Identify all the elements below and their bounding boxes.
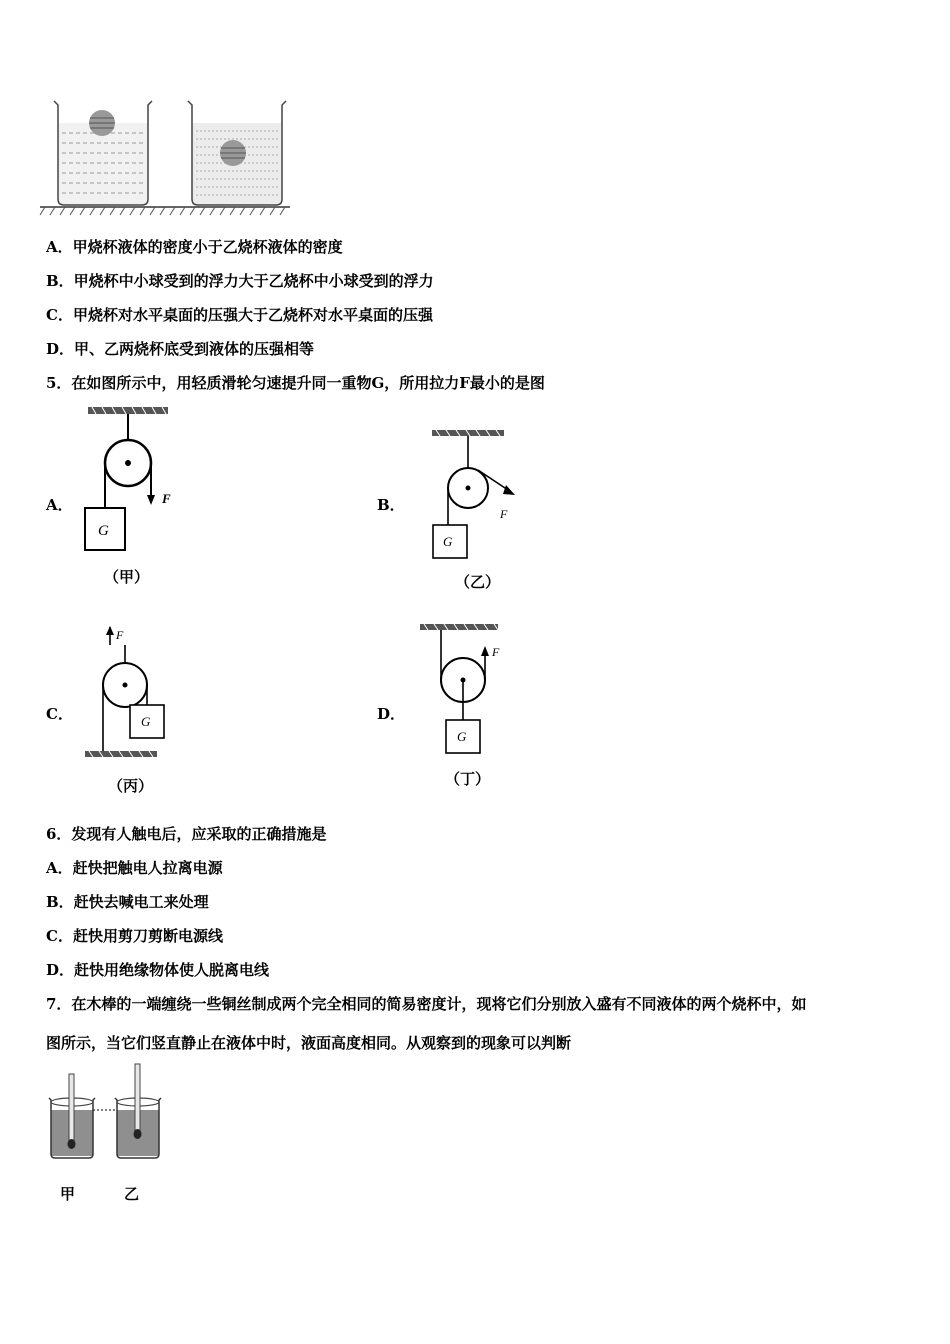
caption-ding: （丁）	[445, 770, 491, 788]
q6-option-b: B．赶快去喊电工来处理	[46, 893, 209, 911]
caption-jia: （甲）	[104, 568, 150, 586]
densimeter-beaker-jia	[49, 1074, 95, 1158]
force-f-label: F	[500, 507, 508, 521]
weight-g-label: G	[457, 729, 467, 744]
pulley-bing-figure	[80, 625, 180, 765]
pulley-jia-figure	[80, 405, 180, 565]
pulley-ding-figure	[418, 620, 528, 765]
q4-option-d: D．甲、乙两烧杯底受到液体的压强相等	[46, 340, 315, 358]
q5-stem: 5．在如图所示中，用轻质滑轮匀速提升同一重物G，所用拉力F最小的是图	[46, 374, 545, 392]
beakers-figure	[40, 95, 300, 220]
q6-option-a: A．赶快把触电人拉离电源	[46, 859, 223, 877]
densimeter-label-yi: 乙	[124, 1185, 140, 1203]
weight-g-label: G	[141, 714, 151, 729]
beaker-yi	[188, 101, 286, 205]
q5-option-b-label: B．	[377, 496, 405, 514]
densimeter-label-jia: 甲	[60, 1185, 76, 1203]
q5-option-c-label: C．	[46, 705, 73, 723]
weight-g-label: G	[443, 534, 453, 549]
beaker-jia	[54, 101, 152, 205]
densimeter-beaker-yi	[115, 1064, 161, 1158]
q7-stem-line1: 7．在木棒的一端缠绕一些铜丝制成两个完全相同的简易密度计，现将它们分别放入盛有不同液体的两个烧杯中，如	[46, 995, 807, 1013]
q7-stem-line2: 图所示，当它们竖直静止在液体中时，液面高度相同。从观察到的现象可以判断	[46, 1034, 572, 1052]
q4-option-a: A．甲烧杯液体的密度小于乙烧杯液体的密度	[46, 238, 343, 256]
caption-bing: （丙）	[108, 777, 154, 795]
q6-option-c: C．赶快用剪刀剪断电源线	[46, 927, 223, 945]
q4-option-c: C．甲烧杯对水平桌面的压强大于乙烧杯对水平桌面的压强	[46, 306, 433, 324]
q6-option-d: D．赶快用绝缘物体使人脱离电线	[46, 961, 270, 979]
q5-option-d-label: D．	[377, 705, 406, 723]
q5-option-a-label: A．	[46, 496, 73, 514]
force-f-label: F	[162, 491, 171, 506]
q6-stem: 6．发现有人触电后，应采取的正确措施是	[46, 825, 327, 843]
force-f-label: F	[492, 645, 500, 659]
pulley-yi-figure	[420, 428, 530, 568]
q4-option-b: B．甲烧杯中小球受到的浮力大于乙烧杯中小球受到的浮力	[46, 272, 434, 290]
densimeter-figure	[45, 1062, 175, 1162]
weight-g-label: G	[98, 523, 109, 539]
force-f-label: F	[116, 628, 124, 642]
caption-yi: （乙）	[455, 573, 501, 591]
